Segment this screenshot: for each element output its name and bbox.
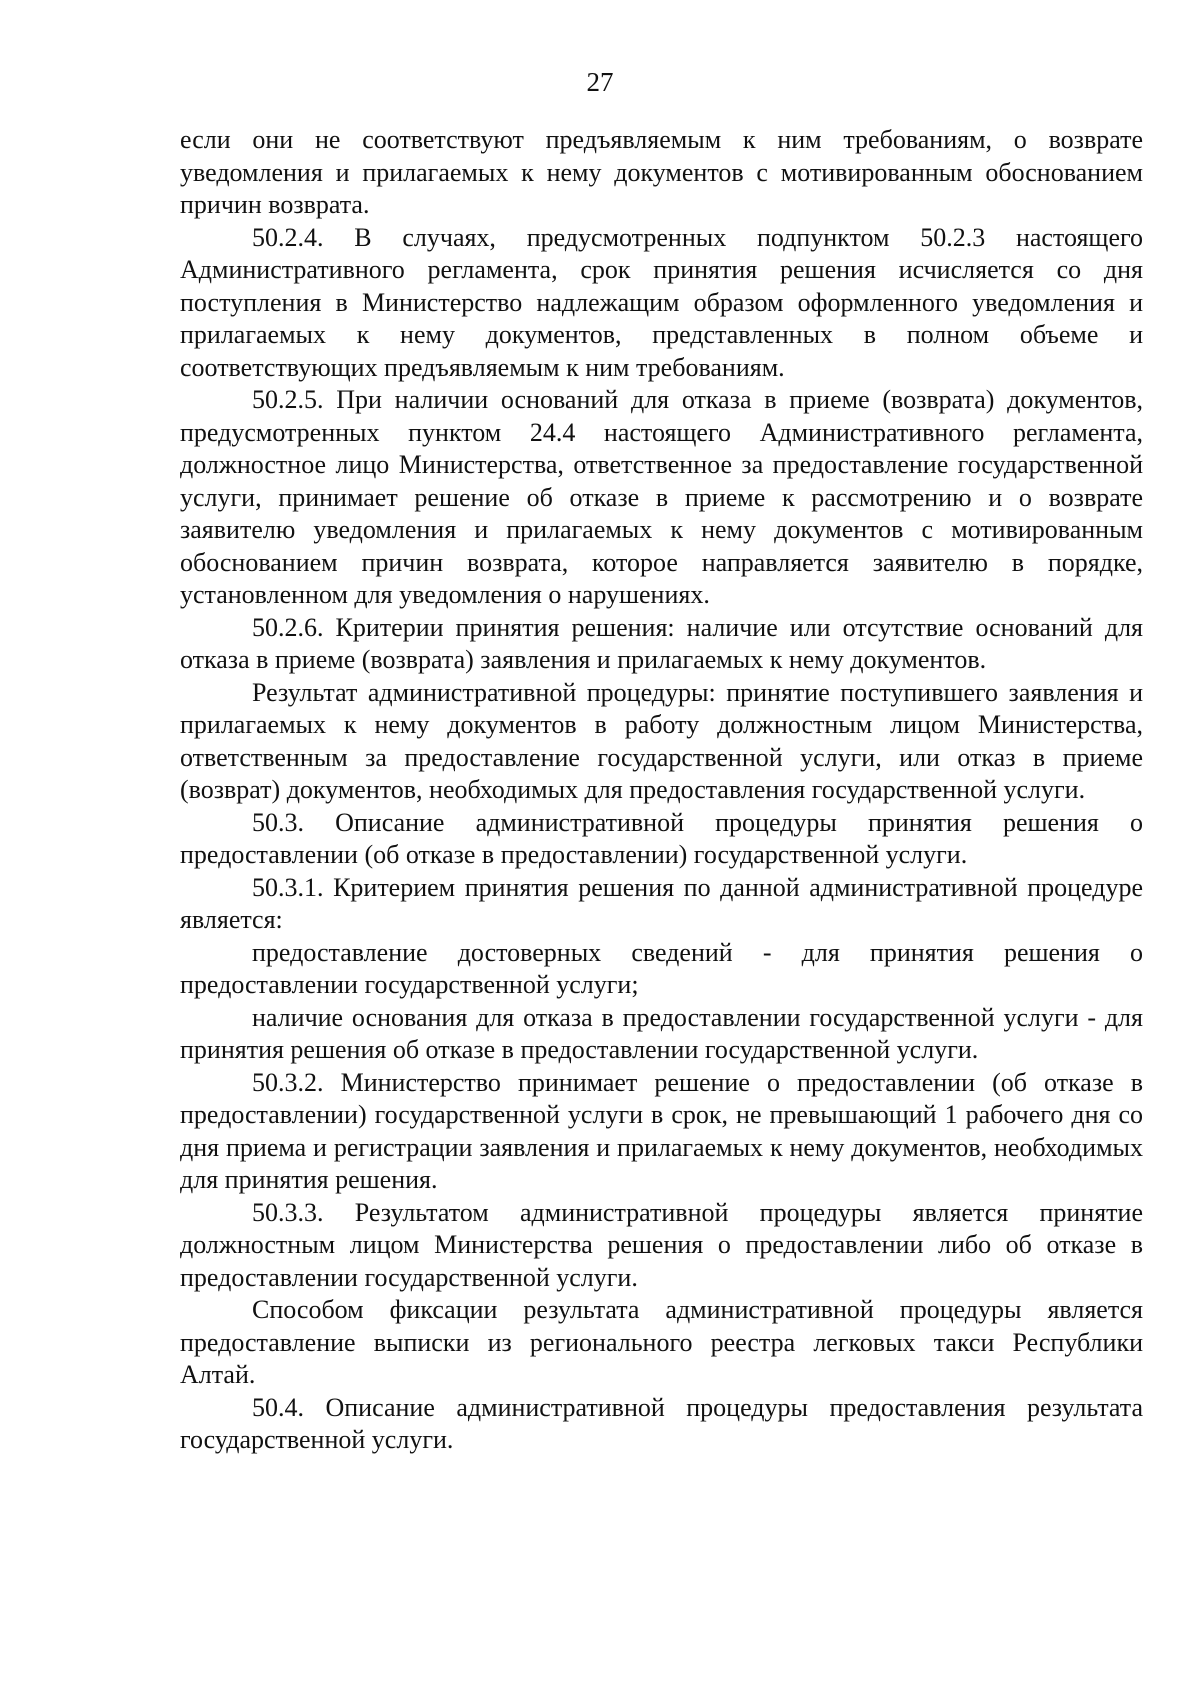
paragraph-50-3-3: 50.3.3. Результатом административной процедуры является принятие должностным лицом Министерства решения о предоставлении либо об отказе в предоставлении государственной услуги. — [180, 1197, 1143, 1292]
paragraph-criterion-refusal: наличие основания для отказа в предоставлении государственной услуги - для принятия решения об отказе в предоставлении государственной услуги. — [180, 1002, 1143, 1064]
paragraph-criterion-grant: предоставление достоверных сведений - для принятия решения о предоставлении государственной услуги; — [180, 937, 1143, 999]
paragraph-50-2-5: 50.2.5. При наличии оснований для отказа в приеме (возврата) документов, предусмотренных пунктом 24.4 настоящего Административного регламента, должностное лицо Министерства, ответственное за предоставление государственной услуги, принимает решение об отказе в приеме к рассмотрению и о возврате заявителю уведомления и прилагаемых к нему документов с мотивированным обоснованием причин возврата, которое направляется заявителю в порядке, установленном для уведомления о нарушениях. — [180, 385, 1143, 609]
paragraph-50-3-2: 50.3.2. Министерство принимает решение о предоставлении (об отказе в предоставлении) государственной услуги в срок, не превышающий 1 рабочего дня со дня приема и регистрации заявления и прилагаемых к нему документов, необходимых для принятия решения. — [180, 1067, 1143, 1194]
paragraph-50-3: 50.3. Описание административной процедуры принятия решения о предоставлении (об отказе в предоставлении) государственной услуги. — [180, 807, 1143, 869]
paragraph-50-2-6: 50.2.6. Критерии принятия решения: наличие или отсутствие оснований для отказа в приеме (возврата) заявления и прилагаемых к нему документов. — [180, 612, 1143, 674]
paragraph-50-3-1: 50.3.1. Критерием принятия решения по данной административной процедуре является: — [180, 872, 1143, 934]
paragraph-50-2-4: 50.2.4. В случаях, предусмотренных подпунктом 50.2.3 настоящего Административного регламента, срок принятия решения исчисляется со дня поступления в Министерство надлежащим образом оформленного уведомления и прилагаемых к нему документов, представленных в полном объеме и соответствующих предъявляемым к ним требованиям. — [180, 222, 1143, 382]
paragraph-procedure-result: Результат административной процедуры: принятие поступившего заявления и прилагаемых к нему документов в работу должностным лицом Министерства, ответственным за предоставление государственной услуги, или отказ в приеме (возврат) документов, необходимых для предоставления государственной услуги. — [180, 677, 1143, 804]
document-body — [180, 124, 1143, 1457]
paragraph-fixation-method: Способом фиксации результата административной процедуры является предоставление выписки из регионального реестра легковых такси Республики Алтай. — [180, 1295, 1143, 1389]
page-number: 27 — [586, 67, 614, 97]
paragraph-continuation: если они не соответствуют предъявляемым к ним требованиям, о возврате уведомления и прилагаемых к нему документов с мотивированным обоснованием причин возврата. — [180, 125, 1143, 219]
paragraph-50-4: 50.4. Описание административной процедуры предоставления результата государственной услуги. — [180, 1392, 1143, 1454]
